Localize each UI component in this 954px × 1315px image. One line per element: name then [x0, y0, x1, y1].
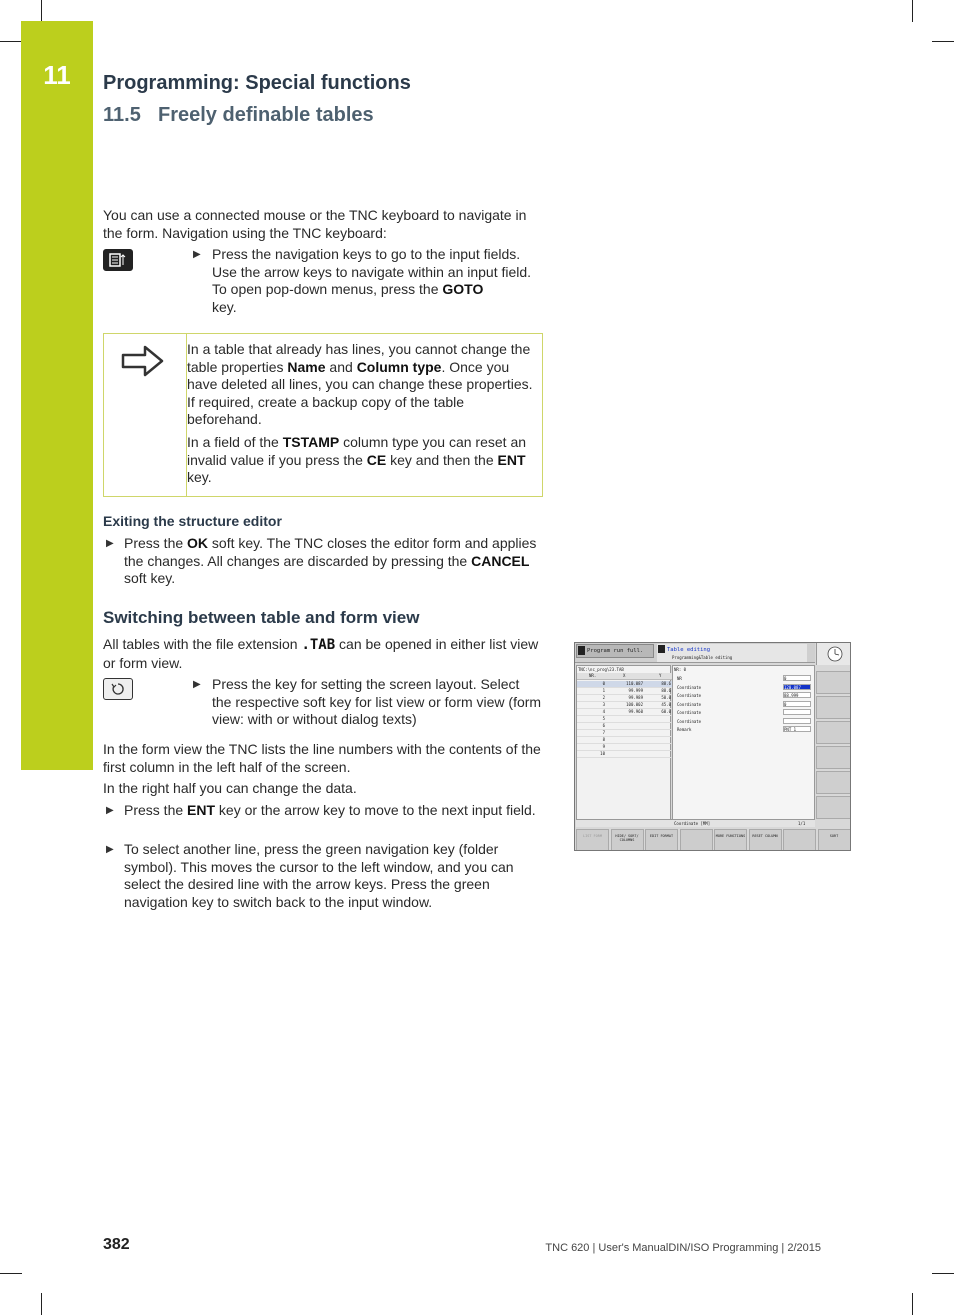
form-pane[interactable] — [672, 665, 815, 827]
softkey-button[interactable]: HIDE/ SORT/ COLUMNS — [611, 829, 644, 851]
cell-nr: 2 — [602, 695, 605, 700]
form-label: Remark — [677, 727, 692, 732]
exit-text: soft key. The TNC closes the editor form and applies the changes. All changes are discarded by pressing the — [124, 535, 537, 569]
switching-paragraph-3: In the right half you can change the data. — [103, 780, 357, 796]
switching-text: key or the arrow key to move to the next input field. — [215, 802, 536, 818]
file-path: TNC:\nc_prog\23.TAB — [578, 667, 624, 672]
softkey-button[interactable]: LIST FORM — [576, 829, 609, 851]
form-label: NR — [677, 676, 682, 681]
crop-mark — [912, 1293, 913, 1315]
cell-y: 60.0 — [661, 709, 671, 714]
page-indicator: 1/1 — [798, 821, 806, 826]
step-arrow-icon: ▶ — [106, 805, 114, 816]
crop-mark — [41, 0, 42, 22]
switching-paragraph-1 — [103, 636, 543, 672]
softkey-button[interactable]: EDIT FORMAT — [645, 829, 678, 851]
cell-nr: 10 — [600, 751, 605, 756]
cell-nr: 8 — [602, 737, 605, 742]
switching-text: All tables with the file extension — [103, 636, 302, 652]
cancel-key: CANCEL — [471, 552, 530, 569]
cell-x: 99.989 — [628, 695, 643, 700]
cell-nr: 5 — [602, 716, 605, 721]
mode-left-label: Program run full. — [587, 648, 644, 654]
screenshot-topbar — [575, 643, 815, 663]
goto-key: GOTO — [442, 281, 484, 298]
note-text: key. — [187, 469, 212, 486]
note-keyword: ENT — [497, 451, 526, 468]
cell-y: 45.0 — [661, 702, 671, 707]
cell-y: 88.6 — [661, 688, 671, 693]
screen-layout-key-icon — [103, 678, 133, 700]
column-header-y: Y — [659, 673, 662, 678]
table-row[interactable] — [577, 737, 672, 744]
column-header-x: X — [623, 673, 626, 678]
chapter-bar — [21, 21, 93, 770]
form-input[interactable]: 88.999 — [783, 692, 811, 698]
tab-extension: .TAB — [301, 637, 336, 653]
exit-heading: Exiting the structure editor — [103, 513, 282, 529]
list-pane[interactable] — [576, 665, 671, 827]
note-arrow-icon — [121, 344, 165, 378]
note-text: key and then the — [386, 451, 498, 468]
note-text: In a table that already has lines, you cannot change the table properties — [187, 341, 531, 375]
form-label: Coordinate — [677, 710, 702, 715]
cell-x: 99.999 — [628, 688, 643, 693]
mode-right-label: Table editing — [667, 647, 711, 653]
section-number: 11.5 — [103, 104, 141, 126]
crop-mark — [41, 1293, 42, 1315]
softkey-button[interactable] — [783, 829, 816, 851]
crop-mark — [0, 1273, 22, 1274]
clock-icon — [816, 643, 851, 665]
step-arrow-icon: ▶ — [106, 538, 114, 549]
exit-text: Press the — [124, 535, 188, 551]
note-text: In a field of the — [187, 434, 283, 450]
mode-table-editing — [657, 644, 807, 662]
mode-icon — [658, 645, 665, 653]
form-input[interactable]: 120.087 — [783, 684, 811, 690]
step-arrow-icon: ▶ — [106, 844, 114, 855]
table-row[interactable] — [577, 702, 672, 709]
tnc-screenshot — [574, 642, 851, 851]
table-row[interactable] — [577, 730, 672, 737]
chapter-title: Programming: Special functions — [103, 72, 411, 94]
nav-step-text — [212, 246, 542, 316]
cell-x: 99.960 — [628, 709, 643, 714]
form-input[interactable] — [783, 718, 811, 724]
form-nr-label: NR: 0 — [674, 667, 687, 672]
switching-text: Press the — [124, 802, 188, 818]
mode-icon — [578, 646, 585, 655]
switching-text: can be opened in either list view or form view. — [103, 636, 539, 671]
form-input[interactable] — [783, 709, 811, 715]
mode-program-run — [576, 644, 654, 658]
cell-x: 100.002 — [626, 702, 643, 707]
vertical-softkey[interactable] — [816, 696, 851, 719]
vertical-softkey[interactable] — [816, 671, 851, 694]
navigation-key-icon — [103, 249, 133, 271]
cell-y: 88.6 — [661, 681, 671, 686]
note-keyword: TSTAMP — [282, 434, 340, 450]
form-input[interactable]: 0 — [783, 701, 811, 707]
crop-mark — [932, 1273, 954, 1274]
note-keyword: CE — [366, 451, 387, 468]
cell-nr: 7 — [602, 730, 605, 735]
ok-key: OK — [187, 535, 209, 551]
form-label: Coordinate — [677, 693, 702, 698]
crop-mark — [932, 41, 954, 42]
vertical-softkey[interactable] — [816, 721, 851, 744]
switching-bullet-2: To select another line, press the green navigation key (folder symbol). This moves the cursor to the left window, and you can select the desired line with the arrow keys. Press the green navigation key to switch back to the input window. — [124, 841, 514, 910]
softkey-button[interactable]: SORT — [818, 829, 851, 851]
table-row[interactable] — [577, 751, 672, 758]
step-arrow-icon: ▶ — [193, 249, 201, 260]
mode-right-sublabel: Programming&Table editing — [672, 655, 733, 660]
table-row[interactable] — [577, 716, 672, 723]
note-keyword: Name — [287, 358, 326, 375]
note-text: and — [325, 358, 357, 375]
switching-step-text: Press the key for setting the screen layout. Select the respective soft key for list view or form view (form view: with or without dialog texts) — [212, 676, 542, 728]
list-header — [577, 673, 672, 680]
column-header-nr: NR. — [589, 673, 597, 678]
note-keyword: Column type — [356, 358, 442, 375]
form-input[interactable]: 0 — [783, 675, 811, 681]
vertical-softkey[interactable] — [816, 796, 851, 819]
form-label: Coordinate — [677, 684, 702, 690]
intro-paragraph: You can use a connected mouse or the TNC keyboard to navigate in the form. Navigation using the TNC keyboard: — [103, 207, 527, 241]
cell-nr: 4 — [602, 709, 605, 714]
ent-key: ENT — [187, 802, 216, 818]
note-text: . Once you have deleted all lines, you can change these properties. If required, create a backup copy of the table beforehand. — [187, 358, 533, 428]
step-arrow-icon: ▶ — [193, 679, 201, 690]
status-text: Coordinate [MM] — [674, 821, 711, 826]
crop-mark — [0, 41, 22, 42]
form-label: Coordinate — [677, 718, 702, 724]
cell-nr: 1 — [602, 688, 605, 693]
switching-heading: Switching between table and form view — [103, 608, 420, 627]
table-row[interactable] — [577, 723, 672, 730]
table-row[interactable] — [577, 688, 672, 695]
footer-text: TNC 620 | User's ManualDIN/ISO Programming | 2/2015 — [545, 1242, 821, 1254]
table-row[interactable] — [577, 709, 672, 716]
nav-step-post: key. — [212, 298, 237, 315]
exit-step-text — [124, 535, 544, 588]
table-row[interactable] — [577, 744, 672, 751]
softkey-button[interactable]: RESET COLUMN — [749, 829, 782, 851]
cell-nr: 3 — [602, 702, 605, 707]
softkey-button[interactable] — [680, 829, 713, 851]
note-text: column type you can reset an invalid value if you press the — [187, 434, 527, 468]
cell-nr: 0 — [602, 681, 605, 686]
cell-x: 110.087 — [626, 681, 643, 686]
section-title — [103, 104, 374, 127]
cell-nr: 9 — [602, 744, 605, 749]
exit-text: soft key. — [124, 570, 176, 587]
switching-paragraph-2: In the form view the TNC lists the line numbers with the contents of the first column in the left half of the screen. — [103, 741, 541, 775]
note-paragraph-1 — [187, 341, 535, 429]
section-name: Freely definable tables — [158, 104, 374, 126]
crop-mark — [912, 0, 913, 22]
form-input[interactable]: PNT 1 — [783, 726, 811, 732]
chapter-number: 11 — [43, 60, 71, 90]
vertical-softkey[interactable] — [816, 771, 851, 794]
vertical-softkey[interactable] — [816, 746, 851, 769]
page-number: 382 — [103, 1236, 130, 1253]
table-row[interactable] — [577, 681, 672, 688]
table-row[interactable] — [577, 695, 672, 702]
status-bar — [576, 819, 815, 827]
cell-nr: 6 — [602, 723, 605, 728]
cell-y: 50.0 — [661, 695, 671, 700]
softkey-button[interactable]: MORE FUNCTIONS — [714, 829, 747, 851]
form-label: Coordinate — [677, 701, 702, 707]
switching-bullet-1 — [124, 802, 544, 820]
nav-step-pre: Press the navigation keys to go to the input fields. Use the arrow keys to navigate within an input field. To open pop-down menus, press the — [212, 246, 532, 298]
note-paragraph-2 — [187, 434, 535, 487]
